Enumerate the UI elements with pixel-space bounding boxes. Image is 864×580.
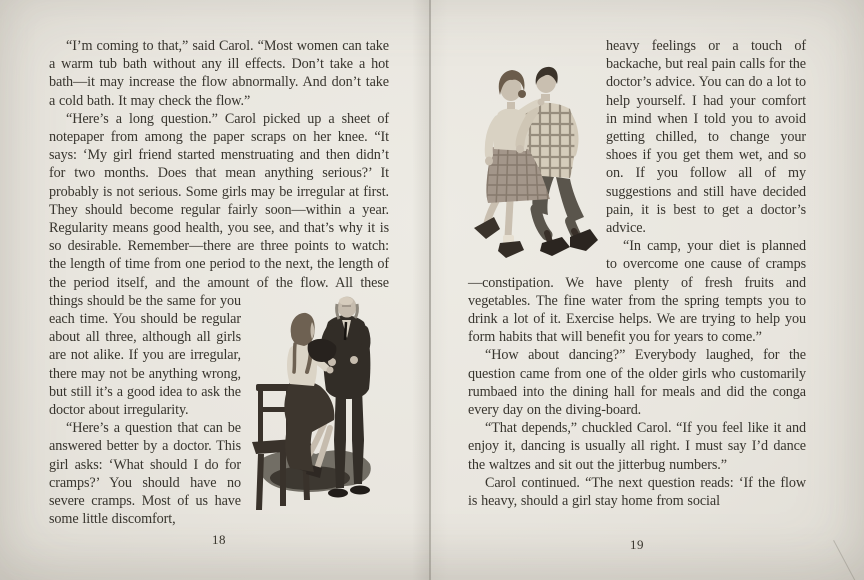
paragraph <box>49 37 389 110</box>
right-page <box>468 37 806 572</box>
page-number-19: 19 <box>630 537 644 552</box>
paragraph <box>468 419 806 474</box>
left-page <box>49 37 389 572</box>
paragraph-text: “How about dancing?” Everybody laughed, for the question came from one of the older girls who customarily rumbaed into the dining hall for meals and did the conga every day on the diving-board. <box>468 347 806 419</box>
paragraph-text: things should be the same for you each time. You should be regular about all three, although all girls are not alike. If you are irregular, there may not be anything wrong, but still it’s a good idea to ask the doctor about irregularity. <box>49 292 241 419</box>
paragraph <box>49 110 389 419</box>
paragraph <box>468 474 806 510</box>
paragraph-text: “In camp, your diet is planned to overcome one cause of cramps—constipation. We have plenty of fresh fruits and vegetables. The fine water from the spring tempts you to drink a lot of it. Exercise helps. We are trying to help you form habits that will benefit you for years to come.” <box>468 238 806 346</box>
paragraph-text: Carol continued. “The next question reads: ‘If the flow is heavy, should a girl stay home from social <box>468 474 806 510</box>
paragraph-text: heavy feelings or a touch of backache, but real pain calls for the doctor’s advice. You can do a lot to help yourself. I had your comfort in mind when I told you to avoid getting chilled, to change your shoes if you get them wet, and so on. If you follow all of my suggestions and still have decided pain, it is best to get a doctor’s advice. <box>606 38 806 237</box>
gutter-line <box>429 0 431 580</box>
paragraph-text: “Here’s a question that can be answered better by a doctor. This girl asks: ‘What should I do for cramps?’ You should have no severe cramps. Most of us have some little discomfort, <box>49 420 241 528</box>
dancing-couple-photo <box>468 37 598 269</box>
doctor-and-seated-girl-photo <box>246 292 389 548</box>
paragraph <box>468 346 806 419</box>
paragraph-text: “I’m coming to that,” said Carol. “Most women can take a warm tub bath without any ill effects. Don’t take a hot bath—it may increase the flow abnormally. And don’t take a cold bath. It may check the flow.” <box>49 38 389 109</box>
paragraph-text: “Here’s a long question.” Carol picked up a sheet of notepaper from among the paper scraps on her knee. “It says: ‘My girl friend started menstruating and then didn’t for two months. Does that mean anything serious?’ It probably is not serious. Some girls may be irregular at first. They should become regular fairly soon—within a year. Regularity means good health, you see, and that’s why it is so desirable. Remember—there are three points to watch: the length of time from one period to the next, the length of the period itself, and the amount of the flow. All these <box>49 110 389 291</box>
doctor-and-seated-girl-illustration <box>246 292 389 524</box>
page-number-18: 18 <box>212 532 226 547</box>
paragraph-text: “That depends,” chuckled Carol. “If you feel like it and enjoy it, dancing is usually all right. I must say I’d dance the waltzes and sit out the jitterbug numbers.” <box>468 420 806 473</box>
dancing-couple-illustration <box>468 51 598 269</box>
paper-crease <box>833 540 864 580</box>
